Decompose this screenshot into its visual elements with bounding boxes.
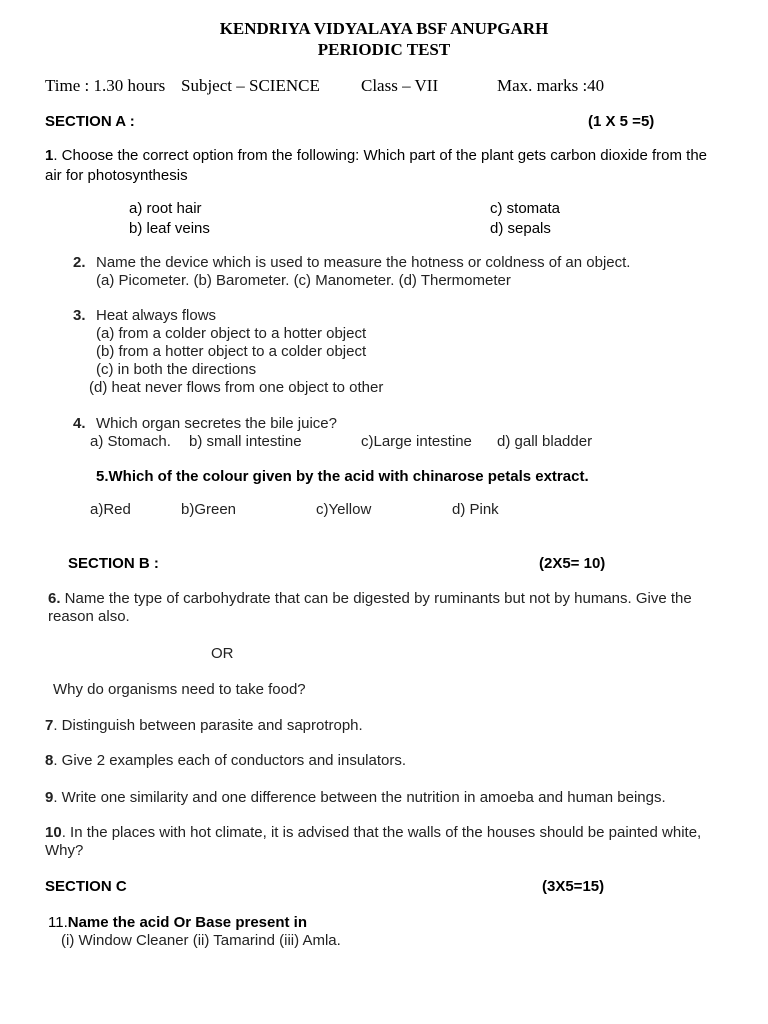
question-2-number: 2. [73, 254, 86, 271]
question-8-number: 8 [45, 752, 54, 769]
question-1-text: . Choose the correct option from the following: Which part of the plant gets carbon dioxide from the air for photosynthesis [45, 147, 708, 184]
question-6-number: 6. [48, 590, 61, 607]
question-11-text: Name the acid Or Base present in [67, 914, 308, 931]
question-4-number: 4. [73, 415, 86, 432]
question-1-number: 1 [45, 147, 54, 164]
q4-option-a: a) Stomach. [90, 433, 171, 450]
question-4-text: Which organ secretes the bile juice? [96, 415, 337, 432]
section-a-marks: (1 X 5 =5) [588, 113, 655, 130]
question-10 [45, 824, 725, 860]
section-a-title: SECTION A : [45, 113, 135, 130]
q4-option-d: d) gall bladder [497, 433, 593, 450]
question-7 [45, 717, 363, 734]
question-10-number: 10 [45, 824, 62, 841]
question-6 [48, 590, 728, 626]
q4-option-b: b) small intestine [189, 433, 302, 450]
section-c-marks: (3X5=15) [542, 878, 605, 895]
section-c-title: SECTION C [45, 878, 127, 895]
q3-option-d: (d) heat never flows from one object to other [89, 379, 384, 396]
school-name: KENDRIYA VIDYALAYA BSF ANUPGARH [219, 19, 549, 38]
question-3-text: Heat always flows [96, 307, 217, 324]
subject-label: Subject – SCIENCE [181, 76, 320, 95]
q1-option-a: a) root hair [129, 200, 202, 217]
question-10-text: . In the places with hot climate, it is advised that the walls of the houses should be painted white, Why? [45, 824, 702, 859]
question-6-text: Name the type of carbohydrate that can be digested by ruminants but not by humans. Give the reason also. [48, 590, 692, 625]
max-marks-label: Max. marks :40 [497, 76, 605, 95]
q5-option-c: c)Yellow [316, 501, 372, 518]
q6-or-label: OR [211, 645, 234, 662]
test-title: PERIODIC TEST [317, 40, 451, 59]
question-3-number: 3. [73, 307, 86, 324]
q3-option-c: (c) in both the directions [96, 361, 257, 378]
section-b-title: SECTION B : [68, 555, 159, 572]
q1-option-d: d) sepals [490, 220, 551, 237]
question-2-text: Name the device which is used to measure the hotness or coldness of an object. [96, 254, 631, 271]
question-5-text: 5.Which of the colour given by the acid with chinarose petals extract. [96, 468, 589, 485]
question-9-text: . Write one similarity and one difference between the nutrition in amoeba and human beings. [53, 789, 666, 806]
question-11-number: 11. [48, 914, 68, 931]
question-11-options: (i) Window Cleaner (ii) Tamarind (iii) Amla. [61, 932, 341, 949]
q5-option-a: a)Red [90, 501, 131, 518]
section-b-marks: (2X5= 10) [539, 555, 606, 572]
question-7-text: . Distinguish between parasite and saprotroph. [53, 717, 363, 734]
q1-option-c: c) stomata [490, 200, 561, 217]
question-11 [48, 914, 307, 931]
question-9-number: 9 [45, 789, 54, 806]
question-9 [45, 789, 666, 806]
q3-option-b: (b) from a hotter object to a colder object [96, 343, 367, 360]
q5-option-d: d) Pink [452, 501, 499, 518]
question-2-options: (a) Picometer. (b) Barometer. (c) Manometer. (d) Thermometer [96, 272, 511, 289]
q3-option-a: (a) from a colder object to a hotter object [96, 325, 367, 342]
class-label: Class – VII [361, 76, 439, 95]
question-8 [45, 752, 406, 769]
question-8-text: . Give 2 examples each of conductors and insulators. [53, 752, 407, 769]
q6-alternative: Why do organisms need to take food? [53, 681, 306, 698]
question-1 [45, 146, 725, 186]
q1-option-b: b) leaf veins [129, 220, 210, 237]
q5-option-b: b)Green [181, 501, 237, 518]
q4-option-c: c)Large intestine [361, 433, 472, 450]
question-7-number: 7 [45, 717, 54, 734]
time-label: Time : 1.30 hours [45, 76, 166, 95]
